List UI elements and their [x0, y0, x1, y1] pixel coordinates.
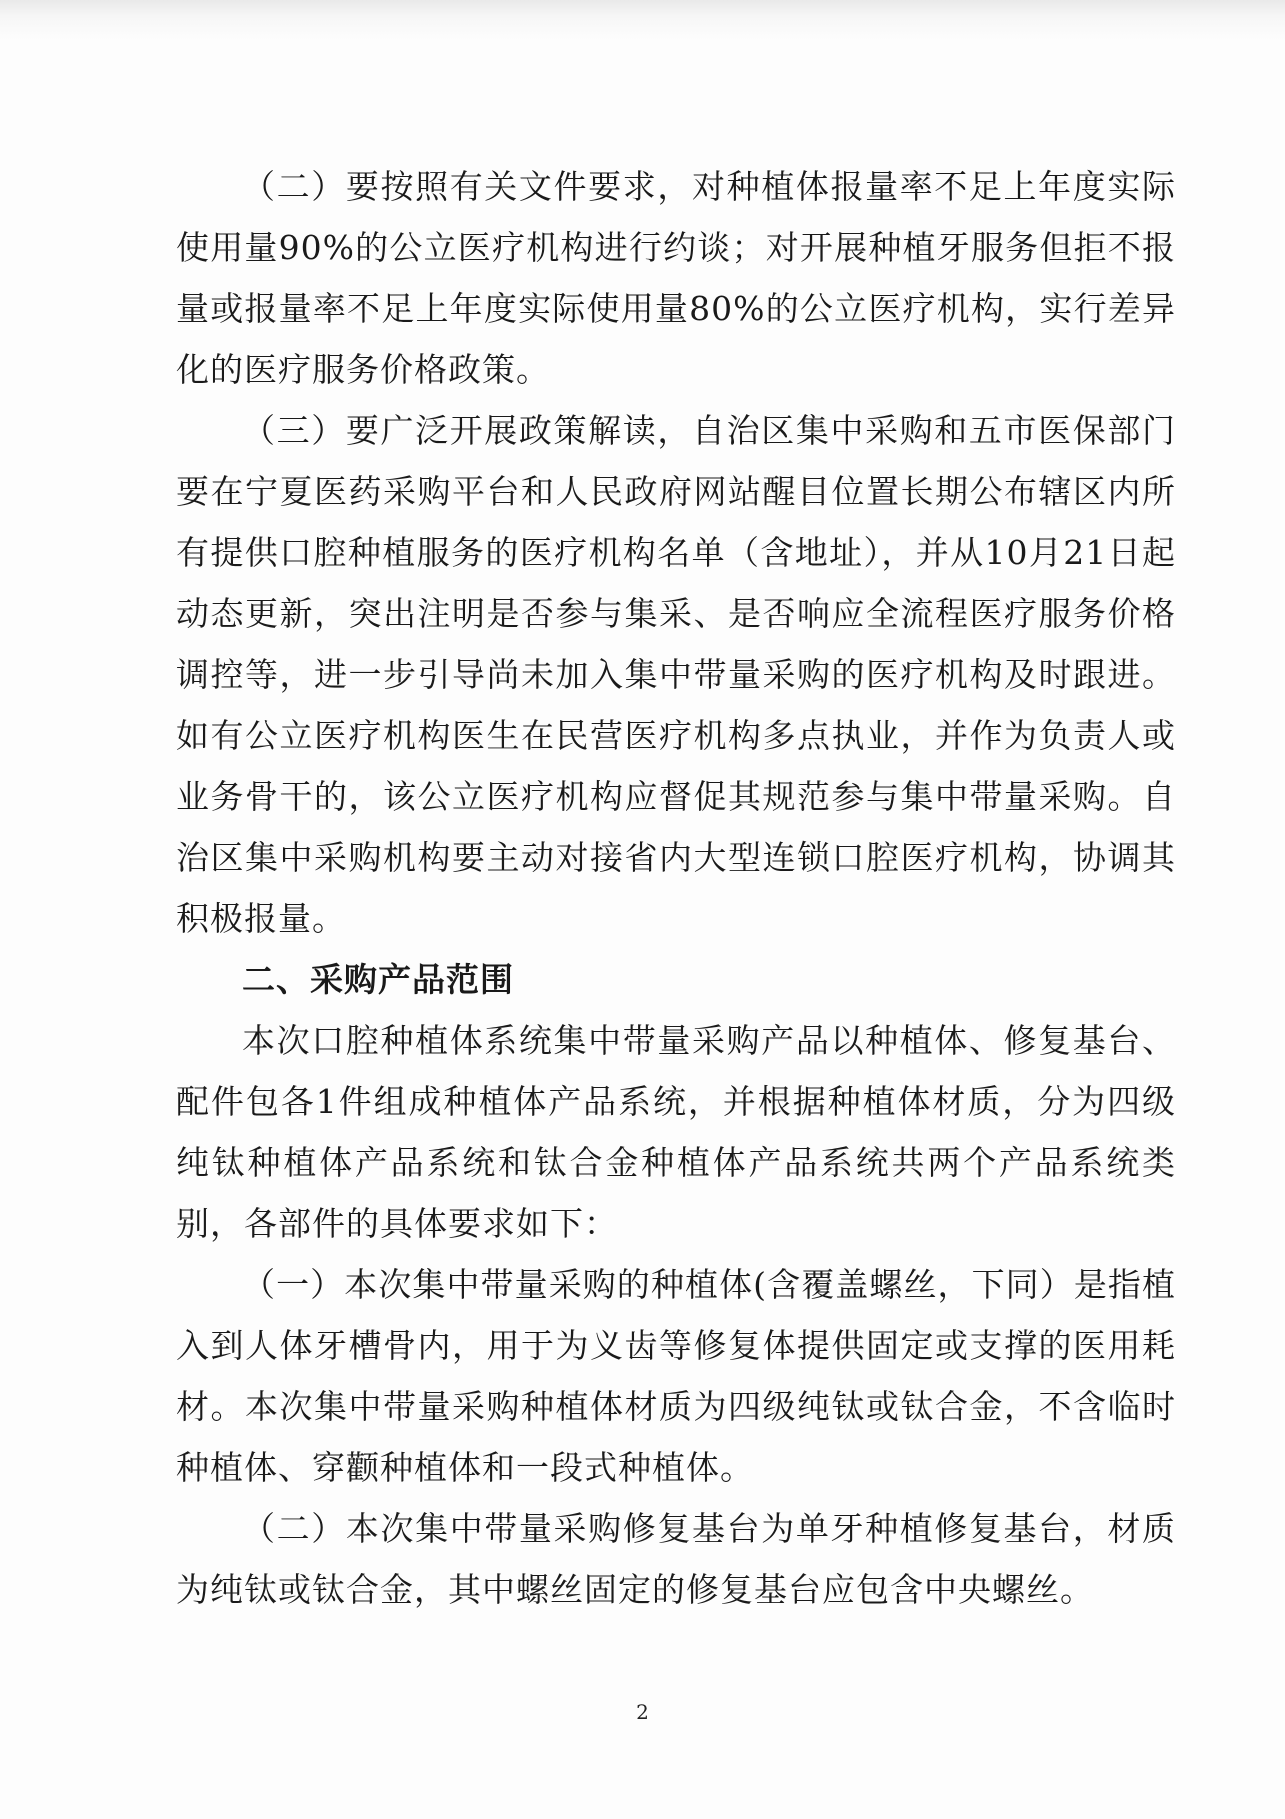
- paragraph-item-2-interview: （二）要按照有关文件要求，对种植体报量率不足上年度实际使用量90%的公立医疗机构进行约谈；对开展种植牙服务但拒不报量或报量率不足上年度实际使用量80%的公立医疗机构，实行差异化的医疗服务价格政策。: [176, 167, 1176, 389]
- paragraph-product-system: 本次口腔种植体系统集中带量采购产品以种植体、修复基台、配件包各1件组成种植体产品系统，并根据种植体材质，分为四级纯钛种植体产品系统和钛合金种植体产品系统共两个产品系统类别，各部件的具体要求如下：: [176, 1021, 1176, 1243]
- scan-edge: [0, 0, 1285, 40]
- paragraph-item-2-abutment: （二）本次集中带量采购修复基台为单牙种植修复基台，材质为纯钛或钛合金，其中螺丝固定的修复基台应包含中央螺丝。: [176, 1509, 1176, 1609]
- document-body: [176, 156, 1176, 1620]
- paragraph-item-3-policy-interpretation: （三）要广泛开展政策解读，自治区集中采购和五市医保部门要在宁夏医药采购平台和人民政府网站醒目位置长期公布辖区内所有提供口腔种植服务的医疗机构名单（含地址），并从10月21日起动态更新，突出注明是否参与集采、是否响应全流程医疗服务价格调控等，进一步引导尚未加入集中带量采购的医疗机构及时跟进。如有公立医疗机构医生在民营医疗机构多点执业，并作为负责人或业务骨干的，该公立医疗机构应督促其规范参与集中带量采购。自治区集中采购机构要主动对接省内大型连锁口腔医疗机构，协调其积极报量。: [176, 411, 1176, 938]
- page-number: 2: [636, 1700, 649, 1724]
- paragraph-item-1-implant: （一）本次集中带量采购的种植体(含覆盖螺丝，下同）是指植入到人体牙槽骨内，用于为义齿等修复体提供固定或支撑的医用耗材。本次集中带量采购种植体材质为四级纯钛或钛合金，不含临时种植体、穿颧种植体和一段式种植体。: [176, 1265, 1176, 1487]
- section-heading-product-scope: 二、采购产品范围: [242, 960, 514, 999]
